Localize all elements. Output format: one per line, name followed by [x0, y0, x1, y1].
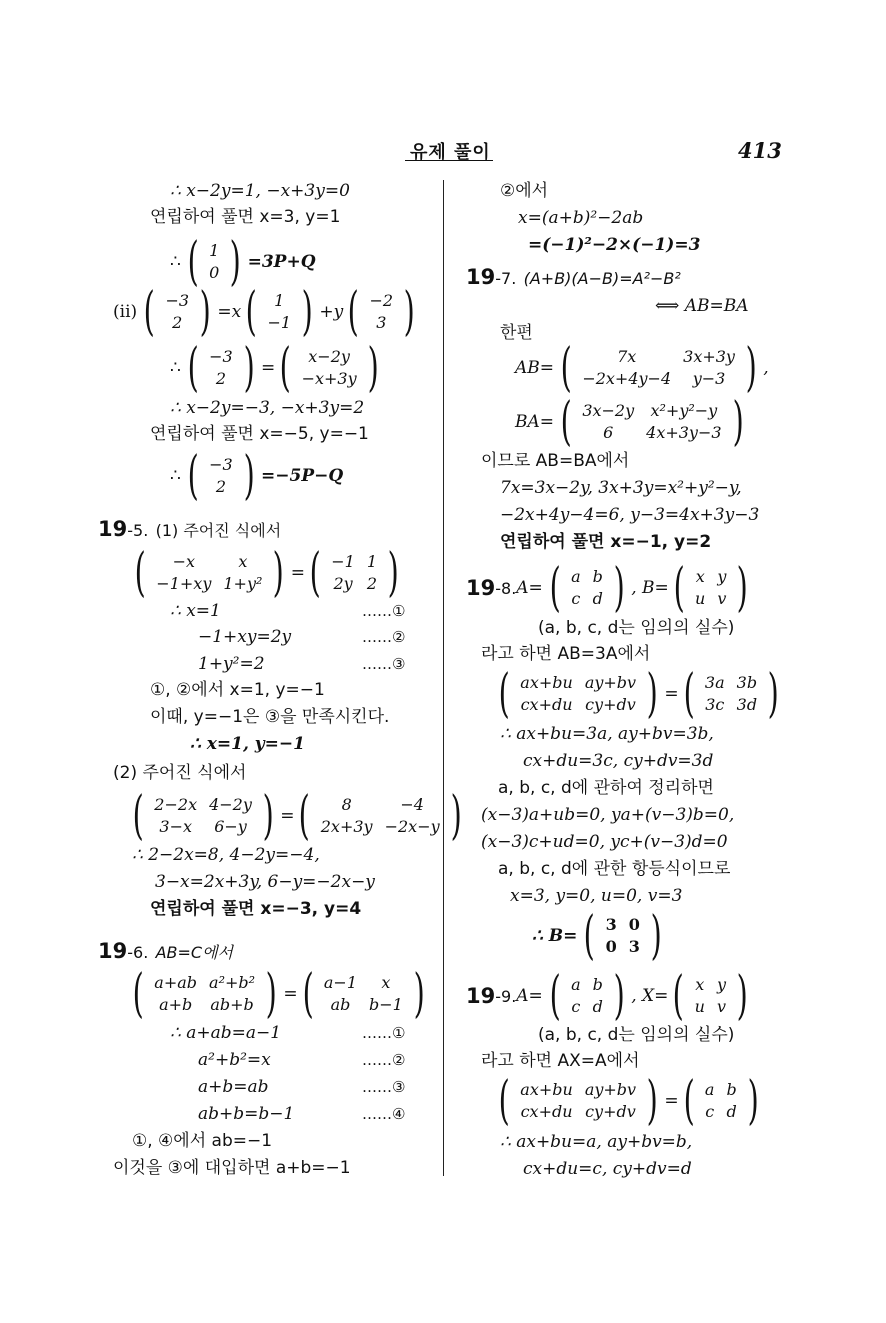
left-paren: ( [673, 558, 685, 618]
matrix-prefix: BA= [515, 412, 555, 432]
matrix-table [699, 1079, 743, 1123]
page-number: 413 [738, 138, 782, 163]
matrix-body [305, 543, 403, 603]
matrix-body [556, 392, 748, 452]
matrix-cell: 3d [736, 695, 758, 714]
left-paren: ( [132, 786, 144, 846]
left-paren: ( [672, 966, 685, 1026]
left-line-7c: a+b=ab [198, 1077, 269, 1097]
left-paren: ( [245, 282, 257, 342]
matrix-cell: −3 [165, 291, 190, 310]
matrix-body [494, 1071, 662, 1131]
matrix-cell: −2x−y [384, 817, 440, 836]
matrix-separator: , B= [631, 578, 669, 598]
left-line-6c: 연립하여 풀면 x=−3, y=4 [150, 899, 362, 919]
right-line-12: ∴ ax+bu=3a, ay+bv=3b, [500, 724, 714, 744]
right-paren: ) [199, 282, 211, 342]
matrix-cell: 0 [605, 937, 617, 956]
equals-sign: = [283, 984, 298, 1004]
matrix-table [296, 346, 363, 390]
right-paren: ) [745, 338, 757, 398]
ref-2b: ……② [362, 1051, 406, 1069]
right-paren: ) [272, 543, 285, 603]
problem-number: 19 [466, 576, 496, 600]
left-line-5c: 1+y²=2 [198, 654, 265, 674]
matrix-cell: x²+y²−y [650, 401, 718, 420]
matrix-cell: 1+y² [223, 574, 263, 593]
right-paren: ) [243, 446, 255, 506]
right-paren: ) [262, 786, 274, 846]
right-line-13: cx+du=3c, cy+dv=3d [523, 751, 714, 771]
left-paren: ( [143, 282, 155, 342]
matrix-cell: 2y [333, 574, 353, 593]
problem-19-8 [466, 558, 753, 618]
right-line-17: a, b, c, d에 관한 항등식이므로 [498, 859, 731, 879]
right-paren: ) [613, 558, 625, 618]
matrix-body [139, 282, 215, 342]
right-paren: ) [736, 966, 748, 1026]
matrix-table [159, 290, 195, 334]
matrix-body [556, 338, 761, 398]
right-paren: ) [301, 282, 313, 342]
left-paren: ( [560, 338, 572, 398]
matrix-cell: x [695, 567, 705, 586]
matrix-cell: 4x+3y−3 [646, 423, 722, 442]
matrix-body [183, 446, 259, 506]
matrix-table [203, 240, 225, 284]
matrix-cell: a+b [159, 995, 193, 1014]
left-paren: ( [583, 906, 596, 966]
right-paren: ) [646, 664, 658, 724]
matrix-7 [128, 964, 429, 1024]
matrix-body [669, 558, 753, 618]
matrix-prefix: ∴ B= [532, 926, 578, 946]
matrix-cell: x [238, 552, 248, 571]
right-line-11: 라고 하면 AB=3A에서 [481, 644, 651, 664]
matrix-prefix: ∴ [170, 466, 181, 486]
matrix-cell: b−1 [369, 995, 403, 1014]
matrix-table [600, 914, 646, 958]
matrix-cell: c [571, 997, 581, 1016]
matrix-cell: 2−2x [154, 795, 198, 814]
right-line-8: −2x+4y−4=6, y−3=4x+3y−3 [500, 505, 760, 525]
matrix-cell: a+ab [154, 973, 198, 992]
right-paren: ) [736, 558, 749, 618]
left-line-7e: ①, ④에서 ab=−1 [132, 1131, 273, 1151]
matrix-table [565, 974, 609, 1018]
matrix-cell: u [695, 589, 706, 608]
matrix-cell: b [592, 567, 603, 586]
matrix-cell: a [571, 567, 581, 586]
left-paren: ( [134, 543, 146, 603]
matrix-prefix: AB= [515, 358, 555, 378]
matrix-cell: −3 [209, 455, 233, 474]
matrix-cell: 0 [628, 915, 640, 934]
right-line-20: 라고 하면 AX=A에서 [481, 1051, 640, 1071]
matrix-table [514, 1079, 642, 1123]
matrix-cell: u [694, 997, 705, 1016]
left-paren: ( [683, 1071, 695, 1131]
matrix-cell: 1 [366, 552, 378, 571]
right-paren: ) [243, 338, 255, 398]
matrix-cell: 3b [736, 673, 758, 692]
matrix-cell: −x+3y [301, 369, 357, 388]
left-paren: ( [683, 664, 695, 724]
matrix-prefix: A= [516, 578, 543, 598]
right-line-6: 이므로 AB=BA에서 [481, 451, 630, 471]
matrix-table [364, 290, 400, 334]
problem-sub: -7. [495, 269, 517, 288]
matrix-cell: −1 [331, 552, 355, 571]
right-paren: ) [367, 338, 379, 398]
matrix-table [689, 566, 732, 610]
right-line-4: ⟺ AB=BA [655, 296, 749, 316]
right-line-2: x=(a+b)²−2ab [518, 208, 644, 228]
right-line-1: ②에서 [500, 181, 549, 201]
matrix-cell: 3 [376, 313, 387, 332]
left-line-5b: −1+xy=2y [198, 627, 292, 647]
matrix-cell: 0 [209, 263, 220, 282]
right-paren: ) [732, 392, 744, 452]
matrix-cell: 8 [341, 795, 352, 814]
matrix-cell: y−3 [692, 369, 726, 388]
matrix-cell: −3 [209, 347, 233, 366]
left-paren: ( [498, 664, 510, 724]
matrix-body [679, 664, 784, 724]
matrix-body [275, 338, 383, 398]
right-paren: ) [450, 786, 462, 846]
matrix-body [668, 966, 752, 1026]
matrix-cell: a−1 [323, 973, 358, 992]
problem-number: 19 [98, 517, 128, 541]
matrix-table [699, 672, 763, 716]
matrix-body [545, 558, 629, 618]
matrix-cell: ab [330, 995, 351, 1014]
matrix-cell: a [704, 1080, 715, 1099]
problem-19-5 [98, 518, 281, 542]
matrix-cell: y [717, 567, 727, 586]
matrix-cell: v [716, 997, 727, 1016]
matrix-cell: ax+bu [520, 1080, 573, 1099]
matrix-cell: v [717, 589, 727, 608]
left-line-7d: ab+b=b−1 [198, 1104, 295, 1124]
matrix-table [689, 974, 732, 1018]
right-line-16: (x−3)c+ud=0, yc+(v−3)d=0 [481, 832, 728, 852]
matrix-10 [494, 664, 783, 724]
matrix-body [183, 232, 246, 292]
problem-text: (1) 주어진 식에서 [155, 521, 282, 540]
matrix-cell: 3−x [159, 817, 192, 836]
matrix-cell: −4 [400, 795, 424, 814]
left-paren: ( [187, 338, 199, 398]
left-paren: ( [187, 446, 199, 506]
matrix-12 [494, 1071, 763, 1131]
matrix-cell: d [726, 1102, 737, 1121]
right-paren: ) [403, 282, 415, 342]
left-paren: ( [309, 543, 321, 603]
matrix-table [148, 794, 258, 838]
matrix-cell: 3x+3y [683, 347, 735, 366]
problem-text: (A+B)(A−B)=A²−B² [523, 269, 681, 288]
matrix-cell: −1+xy [156, 574, 212, 593]
left-paren: ( [549, 558, 561, 618]
matrix-cell: 4−2y [209, 795, 252, 814]
column-divider [443, 180, 444, 1176]
matrix-table [150, 551, 268, 595]
ref-3b: ……③ [362, 1078, 406, 1096]
ref-1b: ……① [362, 1024, 406, 1042]
problem-number: 19 [466, 265, 496, 289]
left-line-5g: (2) 주어진 식에서 [113, 763, 247, 783]
equals-sign: = [261, 358, 276, 378]
matrix-suffix: =3P+Q [247, 252, 316, 272]
equals-sign: = [290, 563, 305, 583]
matrix-cell: b [592, 975, 603, 994]
matrix-table [261, 290, 297, 334]
matrix-table [318, 972, 409, 1016]
page-header-title: 유제 풀이 [410, 142, 491, 163]
matrix-body [343, 282, 419, 342]
matrix-body [183, 338, 259, 398]
problem-number: 19 [98, 939, 128, 963]
matrix-cell: −1 [267, 313, 292, 332]
matrix-suffix: , [763, 358, 769, 378]
matrix-cell: 2 [172, 313, 183, 332]
matrix-cell: −2x+4y−4 [582, 369, 672, 388]
left-line-5f: ∴ x=1, y=−1 [190, 734, 305, 754]
matrix-cell: x [695, 975, 705, 994]
matrix-cell: 6−y [214, 817, 247, 836]
matrix-cell: a²+b² [209, 973, 256, 992]
left-paren: ( [132, 964, 144, 1024]
right-paren: ) [387, 543, 399, 603]
left-paren: ( [302, 964, 314, 1024]
right-line-19: (a, b, c, d는 임의의 실수) [538, 1025, 735, 1045]
right-line-5: 한편 [500, 323, 533, 343]
matrix-4 [170, 446, 344, 506]
case-label: (ii) [113, 302, 138, 322]
ref-1: ……① [362, 602, 406, 620]
left-paren: ( [560, 392, 572, 452]
matrix-8 [515, 338, 769, 398]
matrix-table [576, 346, 741, 390]
matrix-cell: 6 [603, 423, 614, 442]
matrix-body [294, 786, 465, 846]
matrix-table [325, 551, 383, 595]
left-line-4: 연립하여 풀면 x=−5, y=−1 [150, 424, 369, 444]
matrix-prefix: ∴ [170, 252, 181, 272]
matrix-2 [113, 282, 419, 342]
matrix-table [203, 346, 239, 390]
right-line-18: x=3, y=0, u=0, v=3 [510, 886, 683, 906]
left-line-5d: ①, ②에서 x=1, y=−1 [150, 680, 325, 700]
matrix-cell: cy+dv [585, 695, 636, 714]
matrix-cell: 3x−2y [582, 401, 635, 420]
matrix-table [148, 972, 261, 1016]
left-paren: ( [347, 282, 359, 342]
matrix-cell: ab+b [210, 995, 254, 1014]
matrix-cell: 2x+3y [320, 817, 373, 836]
problem-sub: -9. [495, 986, 517, 1006]
matrix-body [128, 786, 278, 846]
matrix-cell: 1 [274, 291, 285, 310]
matrix-cell: 3a [704, 673, 725, 692]
equals-sign: = [664, 1091, 679, 1111]
matrix-body [579, 906, 666, 966]
matrix-body [494, 664, 662, 724]
matrix-cell: 3c [705, 695, 725, 714]
matrix-cell: y [716, 975, 727, 994]
coef-y: +y [319, 302, 344, 322]
right-paren: ) [613, 966, 625, 1026]
ref-4b: ……④ [362, 1105, 406, 1123]
problem-number: 19 [466, 984, 496, 1008]
right-line-3: =(−1)²−2×(−1)=3 [528, 235, 701, 255]
matrix-cell: 7x [617, 347, 637, 366]
left-line-5e: 이때, y=−1은 ③을 만족시킨다. [150, 707, 390, 727]
left-paren: ( [279, 338, 291, 398]
right-line-22: cx+du=c, cy+dv=d [523, 1159, 692, 1179]
matrix-11 [532, 906, 666, 966]
right-paren: ) [646, 1071, 658, 1131]
matrix-body [241, 282, 317, 342]
right-line-10: (a, b, c, d는 임의의 실수) [538, 618, 735, 638]
right-paren: ) [767, 664, 779, 724]
matrix-cell: c [571, 589, 581, 608]
left-line-3: ∴ x−2y=−3, −x+3y=2 [170, 398, 365, 418]
matrix-cell: cx+du [520, 695, 573, 714]
coef-x: =x [217, 302, 242, 322]
ref-2: ……② [362, 628, 406, 646]
matrix-body [545, 966, 629, 1026]
matrix-6 [128, 786, 466, 846]
matrix-table [514, 672, 642, 716]
right-paren: ) [229, 232, 242, 292]
right-line-9: 연립하여 풀면 x=−1, y=2 [500, 532, 712, 552]
matrix-cell: ay+bv [584, 673, 637, 692]
matrix-1 [170, 232, 316, 292]
matrix-cell: a [571, 975, 581, 994]
matrix-body [130, 543, 289, 603]
left-line-7f: 이것을 ③에 대입하면 a+b=−1 [113, 1158, 351, 1178]
matrix-cell: d [592, 997, 603, 1016]
right-paren: ) [650, 906, 662, 966]
matrix-cell: 3 [628, 937, 640, 956]
matrix-cell: ay+bv [584, 1080, 637, 1099]
matrix-cell: −x [172, 552, 196, 571]
left-paren: ( [299, 786, 311, 846]
problem-sub: -6. [127, 943, 149, 962]
left-line-7b: a²+b²=x [198, 1050, 271, 1070]
left-line-5a: ∴ x=1 [170, 601, 221, 621]
left-line-7a: ∴ a+ab=a−1 [170, 1023, 282, 1043]
equals-sign: = [280, 806, 295, 826]
matrix-table [576, 400, 727, 444]
matrix-cell: 2 [366, 574, 378, 593]
matrix-9 [515, 392, 748, 452]
matrix-body [128, 964, 281, 1024]
problem-text: AB=C에서 [155, 943, 234, 962]
problem-sub: -8. [495, 578, 517, 598]
matrix-5 [130, 543, 403, 603]
right-line-14: a, b, c, d에 관하여 정리하면 [498, 778, 714, 798]
matrix-cell: 2 [215, 477, 227, 496]
right-paren: ) [747, 1071, 759, 1131]
problem-sub: -5. [127, 521, 149, 540]
matrix-cell: b [726, 1080, 737, 1099]
matrix-cell: x−2y [308, 347, 350, 366]
left-paren: ( [498, 1071, 510, 1131]
matrix-separator: , X= [631, 986, 669, 1006]
left-line-1: ∴ x−2y=1, −x+3y=0 [170, 181, 350, 201]
matrix-cell: −2 [369, 291, 394, 310]
left-line-6a: ∴ 2−2x=8, 4−2y=−4, [132, 845, 320, 865]
matrix-cell: cy+dv [585, 1102, 636, 1121]
right-line-15: (x−3)a+ub=0, ya+(v−3)b=0, [481, 805, 735, 825]
right-paren: ) [413, 964, 425, 1024]
right-line-21: ∴ ax+bu=a, ay+bv=b, [500, 1132, 693, 1152]
matrix-body [679, 1071, 763, 1131]
matrix-prefix: A= [516, 986, 543, 1006]
left-line-2: 연립하여 풀면 x=3, y=1 [150, 207, 341, 227]
problem-19-7 [466, 266, 681, 290]
right-line-7: 7x=3x−2y, 3x+3y=x²+y²−y, [500, 478, 742, 498]
matrix-table [315, 794, 446, 838]
left-paren: ( [187, 232, 199, 292]
matrix-suffix: =−5P−Q [261, 466, 344, 486]
problem-19-9 [466, 966, 752, 1026]
right-paren: ) [265, 964, 277, 1024]
ref-3: ……③ [362, 655, 406, 673]
matrix-table [565, 566, 609, 610]
matrix-cell: ax+bu [520, 673, 573, 692]
matrix-cell: 1 [209, 241, 220, 260]
matrix-cell: d [592, 589, 603, 608]
matrix-prefix: ∴ [170, 358, 181, 378]
left-line-6b: 3−x=2x+3y, 6−y=−2x−y [155, 872, 375, 892]
header-underline [405, 160, 493, 161]
matrix-cell: c [705, 1102, 715, 1121]
matrix-3 [170, 338, 383, 398]
matrix-cell: 2 [215, 369, 227, 388]
matrix-body [298, 964, 430, 1024]
matrix-cell: x [381, 973, 391, 992]
matrix-cell: cx+du [520, 1102, 573, 1121]
equals-sign: = [664, 684, 679, 704]
problem-19-6 [98, 940, 233, 964]
matrix-table [203, 454, 239, 498]
left-paren: ( [549, 966, 561, 1026]
matrix-cell: 3 [605, 915, 617, 934]
